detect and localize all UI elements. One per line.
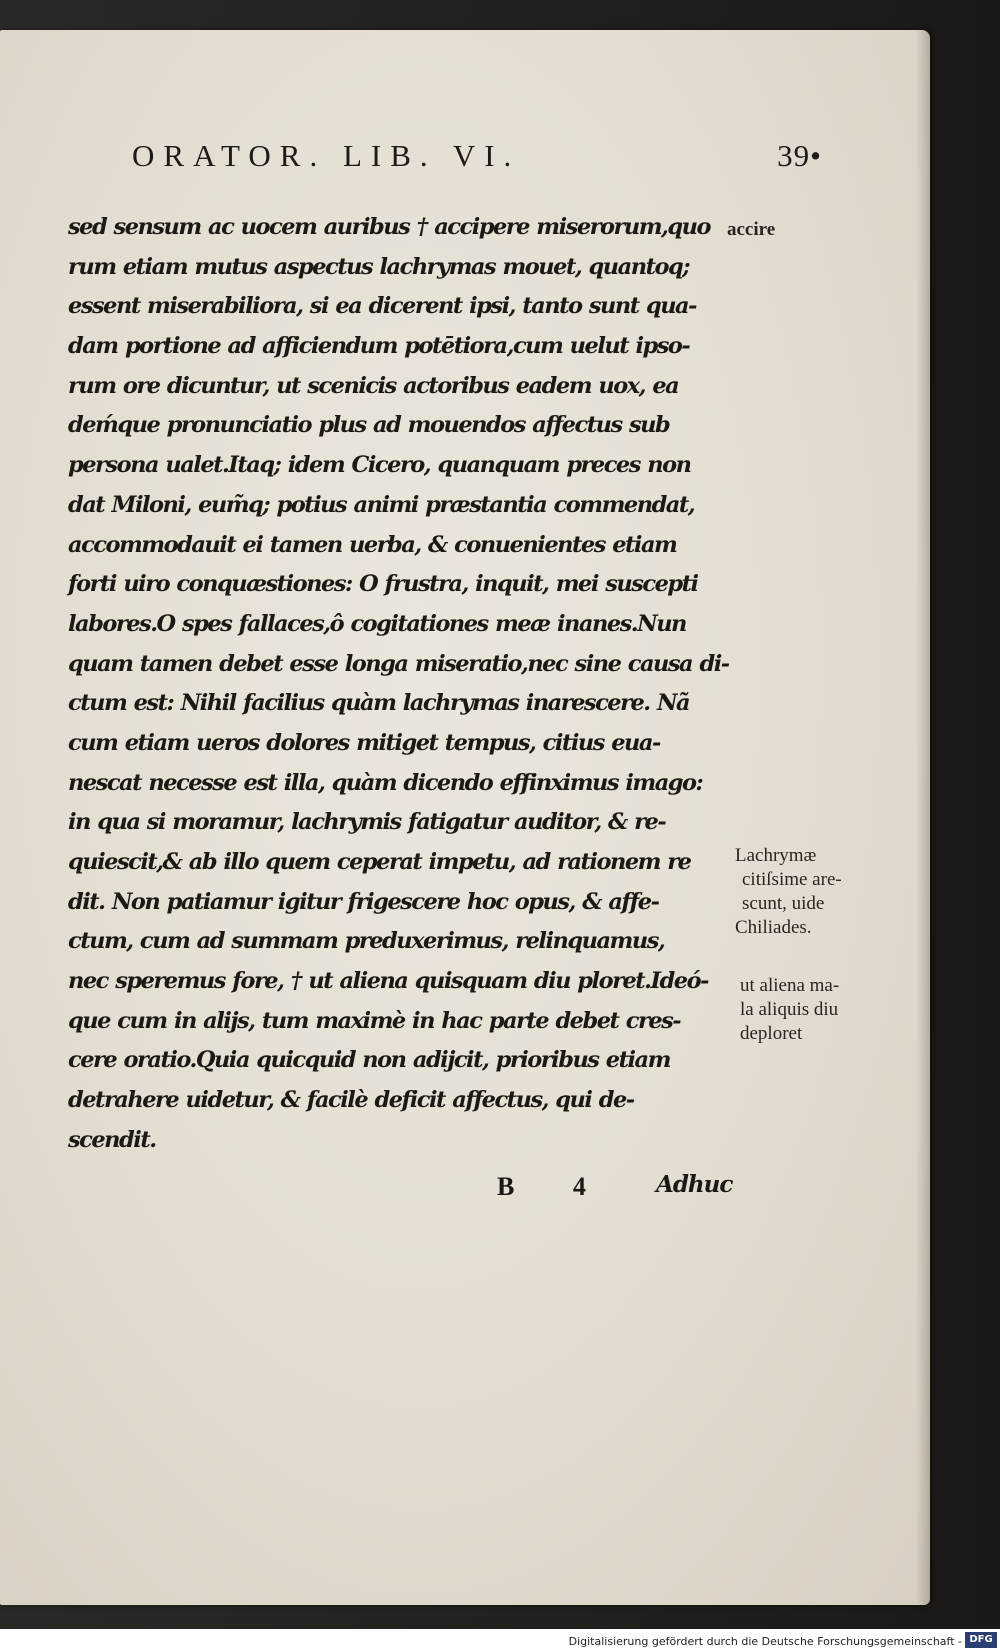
text-line: quam tamen debet esse longa miseratio,nec sine causa di- — [68, 650, 729, 677]
margin-note-line: citiſsime are- — [742, 869, 842, 890]
text-line: nescat necesse est illa, quàm dicendo effinximus imago: — [68, 769, 703, 796]
text-line: labores.O spes fallaces,ô cogitationes meæ inanes.Nun — [68, 610, 686, 637]
text-line: cum etiam ueros dolores mitiget tempus, citius eua- — [68, 729, 660, 756]
text-line: essent miserabiliora, si ea dicerent ipsi, tanto sunt qua- — [68, 293, 696, 320]
text-line: quiescit,& ab illo quem ceperat impetu, ad rationem re — [68, 849, 691, 875]
running-head-title: ORATOR. LIB. VI. — [132, 138, 521, 173]
margin-note-accire: accire — [727, 219, 776, 240]
text-line: deḿque pronunciatio plus ad mouendos affectus sub — [68, 412, 670, 439]
text-line: detrahere uidetur, & facilè deficit affectus, qui de- — [68, 1087, 634, 1114]
text-line: cere oratio.Quia quicquid non adijcit, prioribus etiam — [68, 1047, 670, 1074]
text-line: persona ualet.Itaq; idem Cicero, quanquam preces non — [68, 452, 691, 479]
text-line: ctum est: Nihil facilius quàm lachrymas inarescere. Nã — [68, 690, 690, 717]
text-line: rum ore dicuntur, ut scenicis actoribus eadem uox, ea — [68, 372, 679, 399]
catchword: Adhuc — [656, 1171, 733, 1198]
text-line: accommodauit ei tamen uerba, & conuenientes etiam — [68, 531, 677, 558]
margin-note-line: ut aliena ma- — [740, 975, 840, 996]
text-line: sed sensum ac uocem auribus † accipere miserorum,quo — [68, 214, 710, 240]
text-line: nec speremus fore, † ut aliena quisquam diu ploret.Ideó- — [68, 968, 708, 995]
digitization-credit-bar — [0, 1629, 1000, 1651]
margin-note-line: la aliquis diu — [740, 999, 839, 1020]
text-line: forti uiro conquæstiones: O frustra, inquit, mei suscepti — [68, 571, 698, 598]
text-line: rum etiam mutus aspectus lachrymas mouet, quantoq; — [68, 253, 690, 280]
text-line: dam portione ad afficiendum potētiora,cum uelut ipso- — [68, 333, 690, 360]
dfg-logo[interactable]: DFG — [965, 1632, 997, 1648]
signature-mark: B 4 — [497, 1172, 612, 1201]
text-line: que cum in alijs, tum maximè in hac parte debet cres- — [68, 1007, 681, 1034]
margin-note-ut-aliena — [740, 974, 839, 1046]
running-head — [132, 138, 822, 178]
text-line: dit. Non patiamur igitur frigescere hoc opus, & affe- — [68, 888, 659, 915]
main-text-block — [68, 208, 728, 1161]
margin-note-line: deploret — [740, 1023, 803, 1044]
text-line: in qua si moramur, lachrymis fatigatur auditor, & re- — [68, 809, 666, 836]
margin-note-line: Chiliades. — [735, 917, 812, 938]
margin-note-line: Lachrymæ — [735, 845, 817, 866]
text-line: ctum, cum ad summam preduxerimus, relinquamus, — [68, 928, 665, 955]
book-page — [0, 30, 930, 1605]
text-line: dat Miloni, eum̃q; potius animi præstantia commendat, — [68, 491, 695, 518]
margin-note-line: scunt, uide — [742, 893, 825, 914]
page-number: 39• — [777, 138, 822, 173]
text-line: scendit. — [68, 1126, 156, 1153]
margin-note-lachrymae — [735, 844, 842, 940]
digitization-credit-text: Digitalisierung gefördert durch die Deutsche Forschungsgemeinschaft - — [568, 1635, 962, 1648]
